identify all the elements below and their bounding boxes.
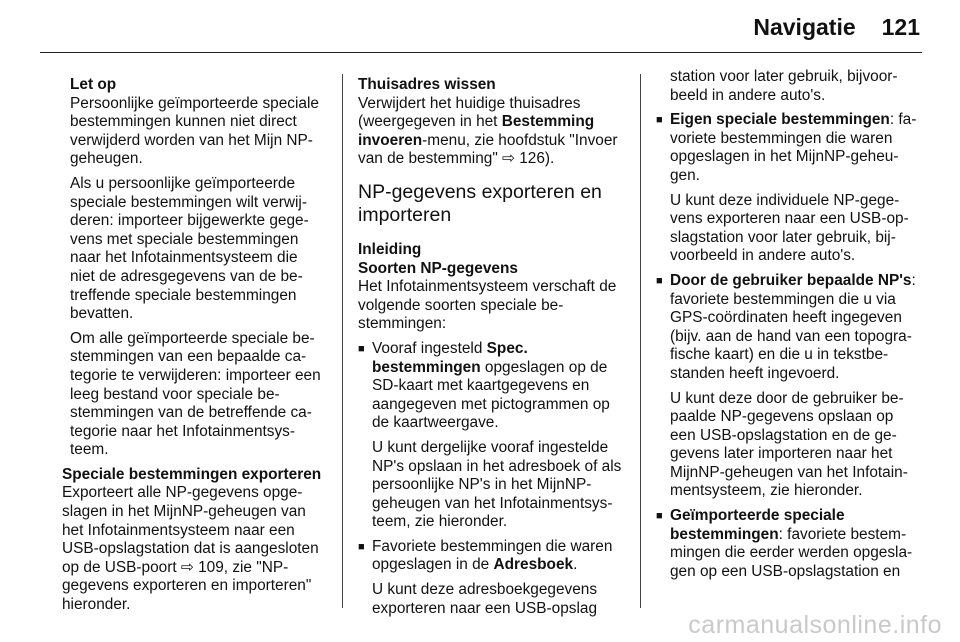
bullet-continuation: U kunt deze individuele NP-gegevens exporteren naar een USB-opslagstation voor later gebruik, bijvoorbeeld in andere auto's. [670,191,909,265]
bullet-continuation: U kunt deze door de gebruiker bepaalde NP-gegevens opslaan op een USB-opslagstation en de gegevens later importeren naar het MijnNP-geheugen van het Infotainmentsysteem, zie hieronder. [670,389,908,500]
note-box [62,76,326,460]
column-3 [656,68,922,606]
home-paragraph [358,95,626,169]
text-run: : favoriete bestemmingen die waren opgeslagen in het MijnNP-geheugen. [670,111,917,184]
menu-name: Bestemming invoeren [358,113,595,149]
note-paragraph: Persoonlijke geïmporteerde speciale bestemmingen kunnen niet direct verwijderd worden van het Mijn NP-geheugen. [70,94,319,168]
note-paragraph: Om alle geïmporteerde speciale bestemmingen van een bepaalde categorie te verwijderen: importeer een leeg bestand voor speciale bestemmingen van de betreffende categorie naar het Infotainmentsysteem. [70,329,321,459]
page-header [753,14,920,41]
text-run: Favoriete bestemmingen die waren opgeslagen in de [372,537,613,574]
note-paragraph: Als u persoonlijke geïmporteerde speciale bestemmingen wilt verwijderen: importeer bijgewerkte gegevens met speciale bestemmingen naar het Infotainmentsysteem die niet de adresgegevens van de betreffende speciale bestemmingen bevatten. [70,174,309,323]
intro-heading: Inleiding [358,240,422,258]
bullet-continuation: U kunt dergelijke vooraf ingestelde NP's opslaan in het adresboek of als persoonlijke NP's in het MijnNP-geheugen van het Infotainmentsysteem, zie hieronder. [372,438,622,531]
section-title: NP-gegevens exporteren en importeren [358,180,602,226]
types-heading: Soorten NP-gegevens [358,259,518,277]
column-divider [342,74,343,608]
text-run: : favoriete bestemmingen die u via GPS-coördinaten heeft ingegeven (bijv. aan de hand van een topografische kaart) en die u in tekstbestanden heeft ingevoerd. [670,271,916,382]
text-run: Verwijdert het huidige thuisadres (weergegeven in het [358,94,581,131]
bullet-continuation: station voor later gebruik, bijvoorbeeld in andere auto's. [670,68,898,104]
bullet-item [358,538,626,575]
term: Spec. bestemmingen [372,339,528,376]
text-run: opgeslagen op de SD-kaart met kaartgegevens en aangegeven met pictogrammen op de kaartweergave. [372,358,610,432]
watermark: carmanualsonline.info [688,611,942,639]
column-1 [62,76,326,614]
term: Adresboek [493,556,574,574]
text-run: Vooraf ingesteld [372,339,487,357]
bullet-item [656,272,922,384]
types-paragraph: Het Infotainmentsysteem verschaft de volgende soorten speciale bestemmingen: [358,278,617,333]
bullet-item [656,111,922,185]
bullet-item [656,507,922,581]
text-run: -menu, zie hoofdstuk "Invoer van de bestemming" ⇨ 126). [358,131,618,168]
bullet-continuation: U kunt deze adresboekgegevens exporteren naar een USB-opslag [372,581,598,617]
page-number: 121 [881,14,920,40]
text-run: . [573,556,578,574]
home-heading: Thuisadres wissen [358,76,496,93]
term: Geïmporteerde speciale bestemmingen [670,507,845,543]
export-paragraph: Exporteert alle NP-gegevens opgeslagen in het MijnNP-geheugen van het Infotainmentsysteem naar een USB-opslagstation dat is aangesloten op de USB-poort ⇨ 109, zie "NP-gegevens exporteren en importeren" hieronder. [62,484,319,614]
bullet-item [358,340,626,433]
term: Eigen speciale bestemmingen [670,111,890,129]
note-title: Let op [70,76,117,93]
column-2 [358,76,626,617]
page-title: Navigatie [753,14,856,40]
text-run: : favoriete bestemmingen die eerder werden opgeslagen op een USB-opslagstation en [670,525,913,580]
export-heading: Speciale bestemmingen exporteren [62,465,322,483]
term: Door de gebruiker bepaalde NP's [670,271,912,289]
header-rule [40,52,922,53]
column-divider [640,74,641,608]
